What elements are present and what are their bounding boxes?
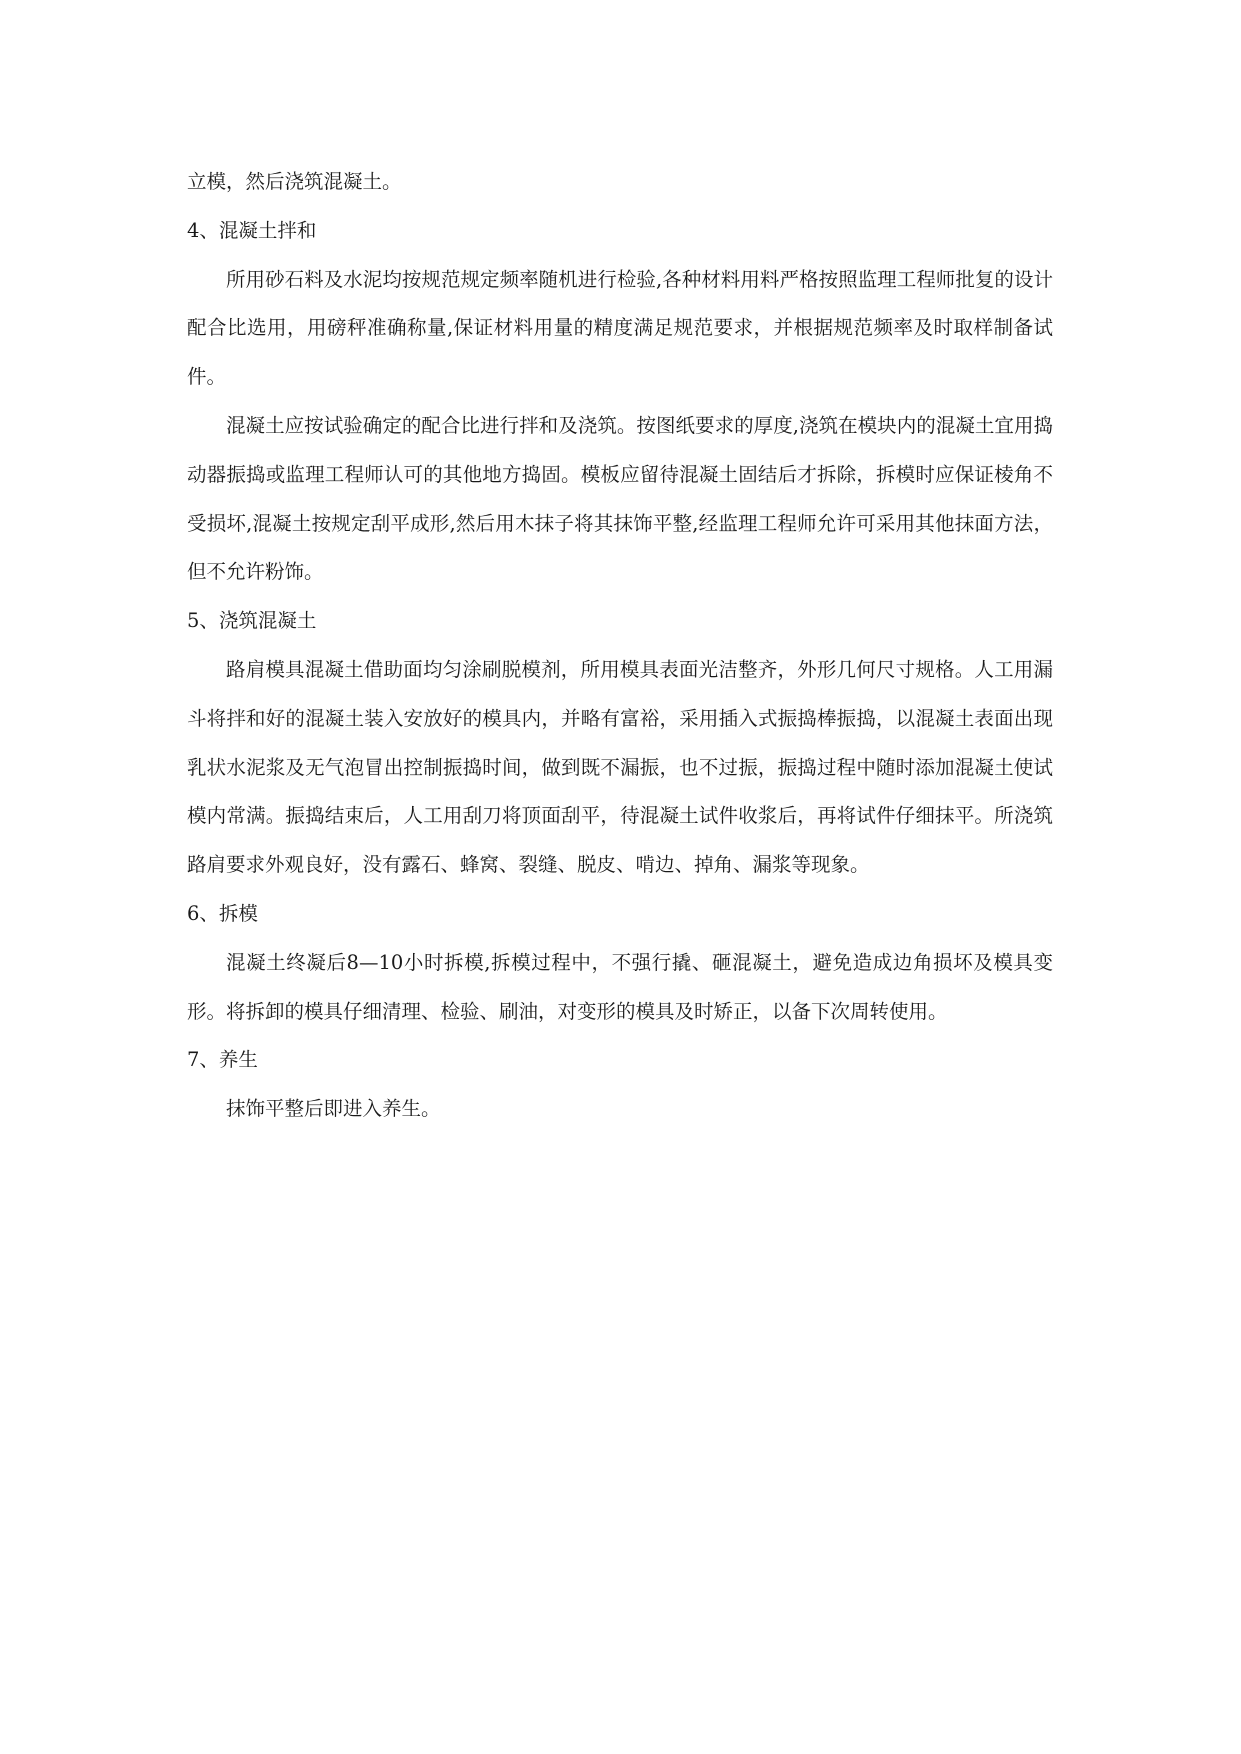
section-heading-demolding: 6、拆模 (187, 901, 258, 925)
paragraph-pouring: 路肩模具混凝土借助面均匀涂刷脱模剂，所用模具表面光洁整齐，外形几何尺寸规格。人工用漏斗将拌和好的混凝土装入安放好的模具内，并略有富裕，采用插入式振捣棒振捣，以混凝土表面出现乳状水泥浆及无气泡冒出控制振捣时间，做到既不漏振，也不过振，振捣过程中随时添加混凝土使试模内常满。振捣结束后，人工用刮刀将顶面刮平，待混凝土试件收浆后，再将试件仔细抹平。所浇筑路肩要求外观良好，没有露石、蜂窝、裂缝、脱皮、啃边、掉角、漏浆等现象。 (187, 657, 1053, 877)
paragraph-materials: 所用砂石料及水泥均按规范规定频率随机进行检验,各种材料用料严格按照监理工程师批复的设计配合比选用，用磅秤准确称量,保证材料用量的精度满足规范要求，并根据规范频率及时取样制备试件。 (187, 267, 1053, 389)
paragraph-curing: 抹饰平整后即进入养生。 (226, 1097, 441, 1121)
section-heading-pouring: 5、浇筑混凝土 (187, 609, 317, 633)
paragraph-continuation: 立模，然后浇筑混凝土。 (187, 170, 402, 193)
paragraph-mix-ratio: 混凝土应按试验确定的配合比进行拌和及浇筑。按图纸要求的厚度,浇筑在模块内的混凝土宜用捣动器振捣或监理工程师认可的其他地方捣固。模板应留待混凝土固结后才拆除，拆模时应保证棱角不受损坏,混凝土按规定刮平成形,然后用木抹子将其抹饰平整,经监理工程师允许可采用其他抹面方法，但不允许粉饰。 (187, 413, 1053, 584)
section-heading-curing: 7、养生 (187, 1048, 258, 1072)
document-body (187, 158, 1053, 1134)
section-heading-mixing: 4、混凝土拌和 (187, 218, 317, 242)
paragraph-demolding: 混凝土终凝后8—10小时拆模,拆模过程中，不强行撬、砸混凝土，避免造成边角损坏及模具变形。将拆卸的模具仔细清理、检验、刷油，对变形的模具及时矫正，以备下次周转使用。 (187, 950, 1053, 1023)
